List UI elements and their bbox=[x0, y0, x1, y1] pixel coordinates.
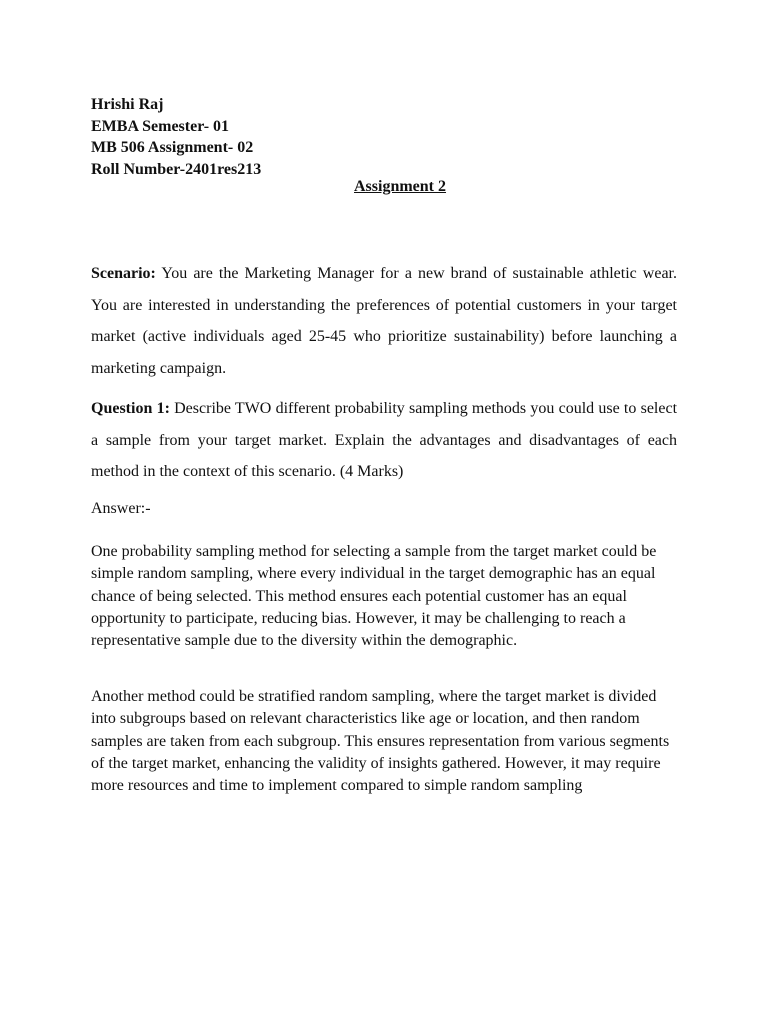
question-text: Describe TWO different probability sampling methods you could use to select a sample from your target market. Explain the advantages and disadvantages of each method in the context of this scenario. (4 Marks) bbox=[91, 400, 678, 480]
assignment-title: Assignment 2 bbox=[354, 178, 447, 195]
question-label: Question 1: bbox=[91, 400, 170, 417]
answer-label: Answer:- bbox=[91, 500, 151, 517]
answer-paragraph: One probability sampling method for selecting a sample from the target market could be simple random sampling, where every individual in the target demographic has an equal chance of being selected. This method ensures each potential customer has an equal opportunity to participate, reducing bias. However, it may be challenging to reach a representative sample due to the diversity within the demographic. bbox=[91, 543, 657, 650]
semester-line: EMBA Semester- 01 bbox=[91, 117, 230, 135]
scenario-text: You are the Marketing Manager for a new brand of sustainable athletic wear. You are interested in understanding the preferences of potential customers in your target market (active individuals aged 25-45 who prioritize sustainability) before launching a marketing campaign. bbox=[91, 265, 677, 377]
student-info bbox=[91, 94, 261, 180]
question-paragraph bbox=[91, 393, 677, 488]
scenario-label: Scenario: bbox=[91, 265, 156, 282]
assignment-code-line: MB 506 Assignment- 02 bbox=[91, 139, 254, 156]
scenario-paragraph bbox=[91, 258, 677, 384]
student-name: Hrishi Raj bbox=[91, 96, 164, 113]
answer-paragraph: Another method could be stratified random sampling, where the target market is divided into subgroups based on relevant characteristics like age or location, and then random samples are taken from each subgroup. This ensures representation from various segments of the target market, enhancing the validity of insights gathered. However, it may require more resources and time to implement compared to simple random sampling bbox=[91, 688, 670, 795]
roll-number-line: Roll Number-2401res213 bbox=[91, 160, 262, 178]
